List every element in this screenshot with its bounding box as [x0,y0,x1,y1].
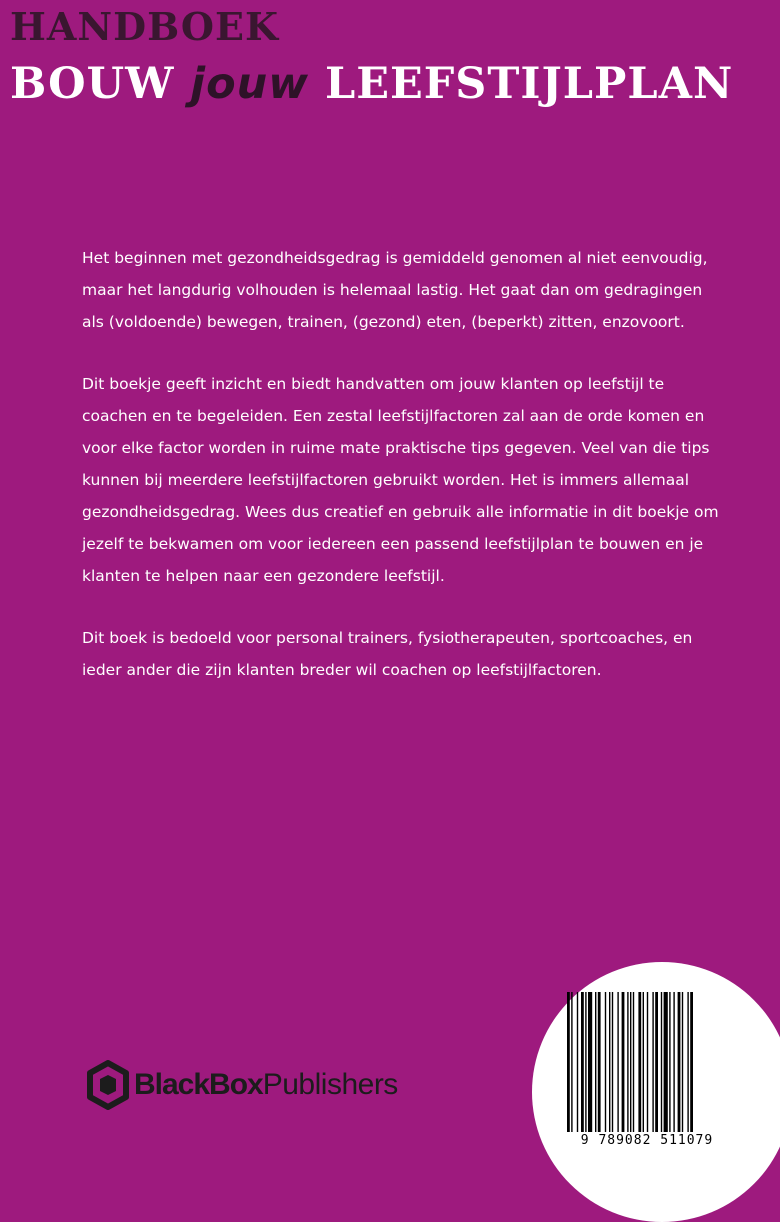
title-word-bouw: BOUW [10,59,175,109]
title-main [10,56,733,112]
title-handboek: HANDBOEK [10,4,279,49]
title-word-leefstijlplan: LEEFSTIJLPLAN [324,59,734,109]
publisher-logo [86,1060,398,1110]
publisher-name-bold: BlackBox [134,1068,263,1101]
blurb-paragraph-3: Dit boek is bedoeld voor personal trainers, fysiotherapeuten, sportcoaches, en ieder ander die zijn klanten breder wil coachen op leefstijlfactoren. [82,629,693,679]
blurb-paragraph-2: Dit boekje geeft inzicht en biedt handvatten om jouw klanten op leefstijl te coachen en te begeleiden. Een zestal leefstijlfactoren zal aan de orde komen en voor elke factor worden in ruime mate praktische tips gegeven. Veel van die tips kunnen bij meerdere leefstijlfactoren gebruikt worden. Het is immers allemaal gezondheidsgedrag. Wees dus creatief en gebruik alle informatie in dit boekje om jezelf te bekwamen om voor iedereen een passend leefstijlplan te bouwen en je klanten te helpen naar een gezondere leefstijl. [82,375,719,585]
publisher-name-light: Publishers [262,1068,398,1101]
blackbox-cube-icon [86,1060,130,1110]
title-word-jouw: jouw [190,59,309,109]
isbn-barcode [565,992,729,1132]
blurb-text [82,242,722,716]
isbn-number: 9 789082 511079 [580,1133,714,1148]
blurb-paragraph-1: Het beginnen met gezondheidsgedrag is gemiddeld genomen al niet eenvoudig, maar het langdurig volhouden is helemaal lastig. Het gaat dan om gedragingen als (voldoende) bewegen, trainen, (gezond) eten, (beperkt) zitten, enzovoort. [82,249,708,331]
